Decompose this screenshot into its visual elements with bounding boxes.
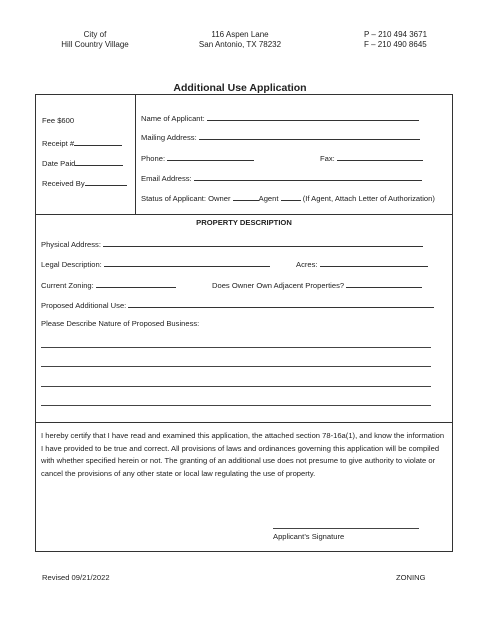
phone-label: Phone: [141, 154, 166, 163]
fax-label: Fax: [320, 154, 335, 163]
date-paid-field[interactable] [42, 157, 123, 169]
city-name [40, 30, 150, 50]
fax-number: F – 210 490 8645 [364, 40, 427, 49]
phone-line[interactable] [167, 152, 254, 161]
revised-date: Revised 09/21/2022 [42, 573, 110, 582]
contact-block [364, 30, 444, 50]
city-line2: Hill Country Village [61, 40, 129, 49]
property-heading: PROPERTY DESCRIPTION [196, 218, 292, 227]
receipt-line[interactable] [74, 137, 122, 146]
address-line2: San Antonio, TX 78232 [198, 40, 282, 49]
status-agent-label: Agent [258, 194, 279, 203]
receipt-field[interactable] [42, 137, 122, 149]
physical-address-field[interactable] [41, 238, 423, 250]
legal-description-line[interactable] [104, 258, 270, 267]
date-paid-label: Date Paid [42, 159, 76, 168]
current-zoning-line[interactable] [96, 279, 176, 288]
department-label: ZONING [396, 573, 426, 582]
receipt-label: Receipt # [42, 139, 75, 148]
legal-description-field[interactable] [41, 258, 270, 270]
describe-business-label: Please Describe Nature of Proposed Business: [41, 319, 200, 328]
email-label: Email Address: [141, 174, 192, 183]
business-line-2[interactable] [41, 366, 431, 367]
physical-address-line[interactable] [103, 238, 423, 247]
address-block [180, 30, 300, 50]
city-line1: City of [83, 30, 107, 39]
business-line-1[interactable] [41, 347, 431, 348]
section-divider [135, 94, 136, 215]
mailing-address-line[interactable] [199, 131, 420, 140]
status-agent-line[interactable] [281, 192, 301, 201]
phone-field[interactable] [141, 152, 254, 164]
certification-text: I hereby certify that I have read and examined this application, the attached section 78-16a(1), and know the information I have provided to be true and correct. All provisions of laws and ordinances governing this application will be compiled with whether specified herein or not. The granting of an additional use does not presume to give authority to violate or cancel the provisions of any other state or local law regulating the use of property. [41, 431, 445, 478]
business-line-3[interactable] [41, 386, 431, 387]
status-owner-label: Status of Applicant: Owner [141, 194, 231, 203]
acres-field[interactable] [296, 258, 428, 270]
signature-line[interactable] [273, 528, 419, 529]
phone-number: P – 210 494 3671 [364, 30, 428, 39]
status-field[interactable] [141, 192, 435, 204]
received-by-field[interactable] [42, 177, 127, 189]
applicant-name-line[interactable] [207, 112, 419, 121]
fee-label: Fee $600 [42, 116, 75, 125]
email-field[interactable] [141, 172, 422, 184]
proposed-use-label: Proposed Additional Use: [41, 301, 127, 310]
adjacent-properties-field[interactable] [212, 279, 422, 291]
address-line1: 116 Aspen Lane [211, 30, 269, 39]
applicant-name-field[interactable] [141, 112, 419, 124]
received-by-label: Received By [42, 179, 85, 188]
status-owner-line[interactable] [233, 192, 259, 201]
current-zoning-field[interactable] [41, 279, 176, 291]
acres-label: Acres: [296, 260, 318, 269]
fax-line[interactable] [337, 152, 423, 161]
proposed-use-line[interactable] [128, 299, 434, 308]
current-zoning-label: Current Zoning: [41, 281, 94, 290]
signature-label: Applicant’s Signature [273, 532, 345, 541]
legal-description-label: Legal Description: [41, 260, 102, 269]
applicant-name-label: Name of Applicant: [141, 114, 205, 123]
received-by-line[interactable] [85, 177, 127, 186]
business-line-4[interactable] [41, 405, 431, 406]
status-note: (If Agent, Attach Letter of Authorization) [302, 194, 435, 203]
acres-line[interactable] [320, 258, 428, 267]
adjacent-properties-label: Does Owner Own Adjacent Properties? [212, 281, 345, 290]
email-line[interactable] [194, 172, 422, 181]
mailing-address-label: Mailing Address: [141, 133, 197, 142]
date-paid-line[interactable] [75, 157, 123, 166]
form-title: Additional Use Application [173, 82, 307, 94]
proposed-use-field[interactable] [41, 299, 434, 311]
fax-field[interactable] [320, 152, 423, 164]
adjacent-properties-line[interactable] [346, 279, 422, 288]
mailing-address-field[interactable] [141, 131, 420, 143]
physical-address-label: Physical Address: [41, 240, 101, 249]
